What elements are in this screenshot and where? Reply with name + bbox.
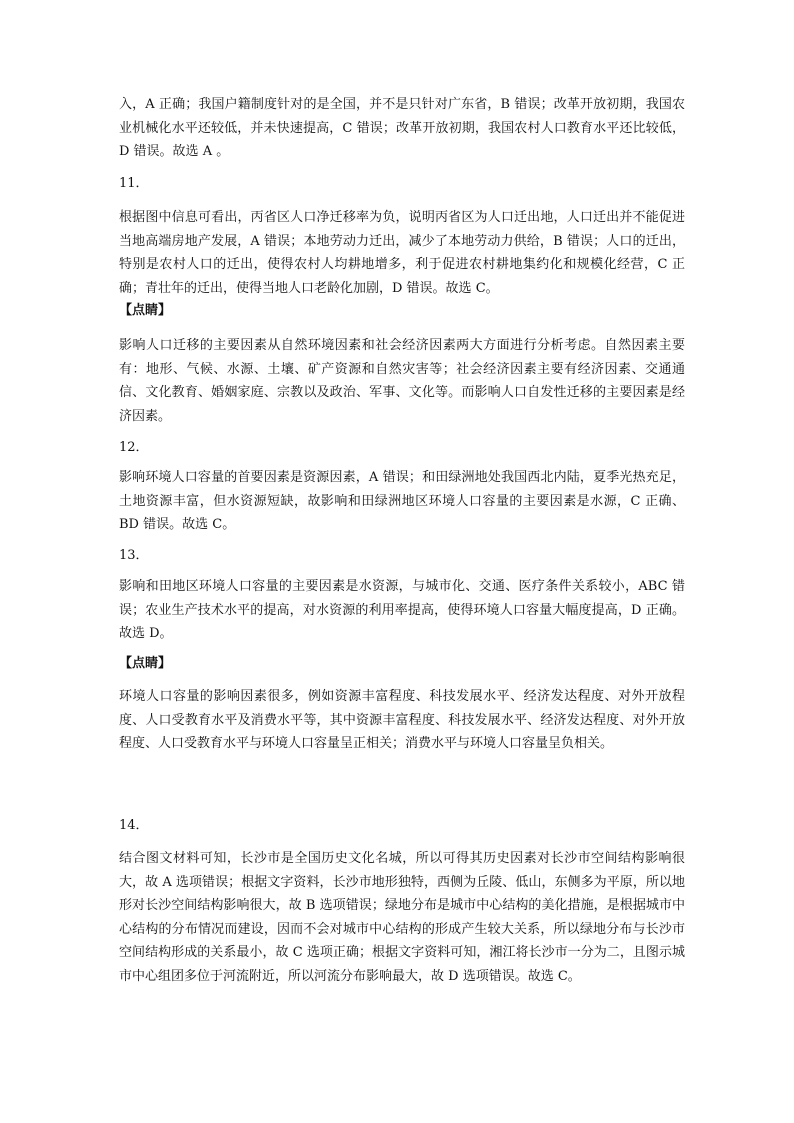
question-number-14: 14． bbox=[119, 818, 149, 833]
question-number-12: 12． bbox=[119, 440, 149, 455]
answer-13: 影响和田地区环境人口容量的主要因素是水资源，与城市化、交通、医疗条件关系较小，ABC 错误；农业生产技术水平的提高，对水资源的利用率提高，使得环境人口容量大幅度提高，D 正确。故选 D。 bbox=[119, 579, 685, 641]
tip-text-2: 环境人口容量的影响因素很多，例如资源丰富程度、科技发展水平、经济发达程度、对外开放程度、人口受教育水平及消费水平等，其中资源丰富程度、科技发展水平、经济发达程度、对外开放程度、人口受教育水平与环境人口容量呈正相关；消费水平与环境人口容量呈负相关。 bbox=[119, 689, 685, 751]
question-number-11: 11． bbox=[119, 176, 149, 191]
answer-12: 影响环境人口容量的首要因素是资源因素，A 错误；和田绿洲地处我国西北内陆，夏季光热充足，土地资源丰富，但水资源短缺，故影响和田绿洲地区环境人口容量的主要因素是水源，C 正确、BD 错误。故选 C。 bbox=[119, 470, 685, 532]
answer-11: 根据图中信息可看出，丙省区人口净迁移率为负，说明丙省区为人口迁出地，人口迁出并不能促进当地高端房地产发展，A 错误；本地劳动力迁出，减少了本地劳动力供给，B 错误；人口的迁出，特别是农村人口的迁出，使得农村人均耕地增多，利于促进农村耕地集约化和规模化经营，C 正确；青壮年的迁出，使得当地人口老龄化加剧，D 错误。故选 C。 bbox=[119, 210, 685, 296]
tip-label-2: 【点睛】 bbox=[119, 656, 172, 671]
tip-label-1: 【点睛】 bbox=[119, 303, 172, 318]
tip-text-1: 影响人口迁移的主要因素从自然环境因素和社会经济因素两大方面进行分析考虑。自然因素主要有：地形、气候、水源、土壤、矿产资源和自然灾害等；社会经济因素主要有经济因素、交通通信、文化教育、婚姻家庭、宗教以及政治、军事、文化等。而影响人口自发性迁移的主要因素是经济因素。 bbox=[119, 338, 685, 424]
question-number-13: 13． bbox=[119, 548, 149, 563]
answer-10-continuation: 入，A 正确；我国户籍制度针对的是全国，并不是只针对广东省，B 错误；改革开放初期，我国农业机械化水平还较低，并未快速提高，C 错误；改革开放初期，我国农村人口教育水平还比较低，D 错误。故选 A 。 bbox=[119, 97, 685, 159]
answer-14: 结合图文材料可知，长沙市是全国历史文化名城，所以可得其历史因素对长沙市空间结构影响很大，故 A 选项错误；根据文字资料，长沙市地形独特，西侧为丘陵、低山，东侧多为平原，所以地形对长沙空间结构影响很大，故 B 选项错误；绿地分布是城市中心结构的美化措施，是根据城市中心结构的分布情况而建设，因而不会对城市中心结构的形成产生较大关系，所以绿地分布与长沙市空间结构形成的关系最小，故 C 选项正确；根据文字资料可知，湘江将长沙市一分为二，且图示城市中心组团多位于河流附近，所以河流分布影响最大，故 D 选项错误。故选 C。 bbox=[119, 851, 685, 984]
